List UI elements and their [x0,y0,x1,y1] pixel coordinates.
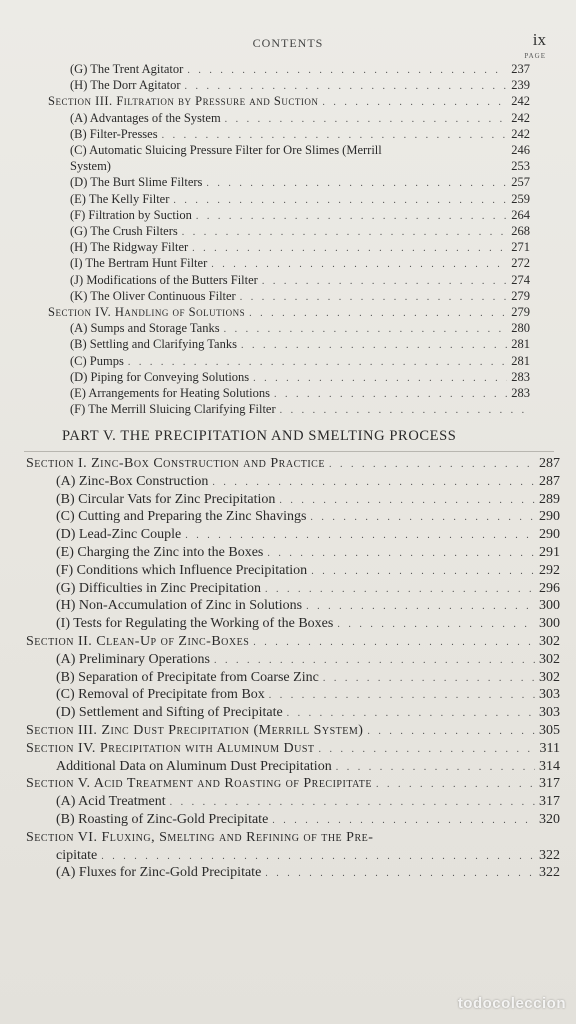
toc-entry-label: (B) Filter-Presses [70,126,158,141]
toc-row [56,527,560,545]
toc-entry-label: (E) Charging the Zinc into the Boxes [56,545,264,560]
leader-dots [241,340,507,351]
toc-entry-label: (A) Acid Treatment [56,794,166,810]
leader-dots [162,130,508,141]
toc-page-number: 283 [511,369,530,384]
leader-dots [128,357,507,368]
toc-page-number: 281 [511,337,530,352]
toc-page-number: 289 [539,491,560,507]
toc-entry-label: (B) Circular Vats for Zinc Precipitation [56,491,276,507]
leader-dots [319,744,536,755]
leader-dots [367,726,535,737]
toc-page-number: 268 [511,224,530,238]
leader-dots [337,619,535,630]
leader-dots [272,815,535,826]
toc-page-number: 300 [539,616,560,632]
toc-entry-label: (C) Removal of Precipitate from Box [56,687,265,703]
toc-row [56,794,560,812]
toc-page-number: 311 [539,740,560,756]
part-rule [24,451,554,452]
toc-section-label [26,723,363,739]
toc-page-number: 287 [539,456,560,471]
leader-dots [280,405,526,416]
toc-row [26,634,560,652]
toc-section-label [48,94,318,109]
toc-page-number: 264 [511,207,530,222]
part-heading: PART V. THE PRECIPITATION AND SMELTING PROCESS [62,428,457,444]
toc-row [56,581,560,599]
toc-entry-label: (H) The Ridgway Filter [70,240,189,255]
header-title: CONTENTS [252,36,324,50]
toc-entry-label: (B) Settling and Clarifying Tanks [70,337,237,352]
leader-dots [322,97,507,108]
leader-dots [206,178,507,189]
toc-section-label [26,634,249,650]
toc-page-number: 292 [539,562,560,578]
leader-dots [212,477,535,488]
toc-page-number: 302 [539,651,560,667]
toc-entry-label: (K) The Oliver Continuous Filter [70,288,236,303]
leader-dots [211,259,507,270]
toc-page-number: 246 [511,143,530,157]
leader-dots [336,762,535,773]
toc-page-number: 296 [539,580,560,596]
toc-section-label [26,456,325,472]
toc-entry-label: (A) Advantages of the System [70,110,221,125]
toc-page-number: 300 [539,598,560,614]
section-number: Section IV. [26,740,100,756]
section-title: Precipitation with Aluminum Dust [99,740,315,756]
toc-page-number: 274 [511,272,530,287]
toc-page-number: 322 [539,865,560,881]
watermark-logo: todocoleccion [457,995,566,1012]
section-title: Fluxing, Smelting and Refining of the Pre- [101,829,374,845]
toc-page-number: 257 [511,175,530,190]
toc-entry-label: cipitate [56,847,98,863]
toc-page-number: 279 [511,288,530,303]
toc-row [56,598,560,616]
leader-dots [262,276,507,287]
toc-page-number: 279 [511,305,530,319]
leader-dots [224,324,508,335]
toc-page-number: 281 [511,353,530,368]
toc-row [56,670,560,688]
toc-entry-label: (B) Separation of Precipitate from Coarse Zinc [56,669,319,685]
toc-page-number: 305 [539,723,560,738]
section-title: Zinc Dust Precipitation (Merrill System) [101,723,364,738]
toc-entry-label: (D) Piping for Conveying Solutions [70,369,250,384]
leader-dots [249,308,507,319]
toc-page-number: 253 [511,159,530,174]
leader-dots [287,708,535,719]
toc-entry-label: (C) Automatic Sluicing Pressure Filter for Ore Slimes (Merrill [70,143,382,157]
toc-page-number: 259 [511,191,530,206]
toc-entry-label: (F) The Merrill Sluicing Clarifying Filter [70,402,276,417]
leader-dots [376,779,535,790]
leader-dots [310,512,535,523]
toc-page-number: 303 [539,705,560,721]
section-number: Section IV. [48,305,115,319]
toc-entry-label: (E) Arrangements for Heating Solutions [70,386,270,400]
toc-page-number: 272 [511,256,530,271]
leader-dots [265,868,535,879]
leader-dots [214,655,535,666]
section-title: Filtration by Pressure and Suction [116,94,319,109]
toc-page-number: 302 [539,669,560,685]
toc-entry-label: (F) Conditions which Influence Precipitation [56,562,308,578]
toc-row [70,402,530,420]
section-number: Section VI. [26,829,102,845]
toc-entry-label: (B) Roasting of Zinc-Gold Precipitate [56,812,269,827]
toc-page-number: 317 [539,776,560,792]
toc-page-number: 290 [539,527,560,543]
leader-dots [253,637,535,648]
leader-dots [267,548,535,559]
toc-row [26,723,560,741]
section-number: Section I. [26,456,92,471]
leader-dots [265,584,535,595]
toc-entry-label: (E) The Kelly Filter [70,191,170,206]
toc-page-number: 237 [511,62,530,76]
toc-page-number: 242 [511,94,530,109]
toc-entry-label: (H) The Dorr Agitator [70,78,181,93]
toc-section-label [26,741,315,757]
leader-dots [196,211,507,222]
toc-page-number: 303 [539,687,560,703]
toc-row [56,563,560,581]
toc-entry-label: (C) Pumps [70,353,124,368]
toc-row [56,474,560,492]
section-number: Section III. [26,723,102,738]
toc-entry-label: (G) The Trent Agitator [70,62,184,76]
toc-entry-label: Additional Data on Aluminum Dust Precipitation [56,758,332,774]
toc-entry-label: (G) The Crush Filters [70,224,178,238]
leader-dots [185,530,535,541]
leader-dots [101,851,535,862]
toc-entry-label: (H) Non-Accumulation of Zinc in Solutions [56,598,303,614]
toc-row [56,705,560,723]
leader-dots [274,389,507,400]
toc-entry-label: (A) Fluxes for Zinc-Gold Precipitate [56,865,262,881]
leader-dots [187,65,507,76]
toc-page-number: 320 [539,812,560,827]
toc-page-number: 302 [539,634,560,649]
section-title: Clean-Up of Zinc-Boxes [96,634,250,649]
toc-entry-label: (A) Preliminary Operations [56,651,210,667]
leader-dots [279,495,535,506]
leader-dots [323,673,535,684]
toc-page-number: 314 [539,758,560,774]
leader-dots [253,373,507,384]
section-title: Acid Treatment and Roasting of Precipitate [93,776,372,792]
toc-entry-label: (A) Zinc-Box Construction [56,473,209,489]
toc-entry-label: (D) Settlement and Sifting of Precipitate [56,705,283,721]
toc-page-number: 317 [539,794,560,810]
leader-dots [170,797,535,808]
section-number: Section III. [48,94,117,109]
toc-entry-label: (J) Modifications of the Butters Filter [70,272,258,287]
toc-page-number: 271 [511,240,530,255]
leader-dots [192,243,507,254]
toc-page-number: 290 [539,509,560,525]
toc-page-number: 322 [539,847,560,863]
toc-row [56,687,560,705]
toc-row [56,759,560,777]
toc-row [56,865,560,883]
toc-entry-label: (I) Tests for Regulating the Working of the Boxes [56,616,334,632]
toc-entry-label: (D) Lead-Zinc Couple [56,527,182,543]
toc-page-number: 280 [511,321,530,336]
leader-dots [182,227,508,238]
toc-page-number: 242 [511,126,530,141]
toc-row [56,812,560,830]
leader-dots [311,566,535,577]
toc-section-label [26,776,372,792]
leader-dots [173,195,507,206]
toc-row [56,848,560,866]
toc-section-label [26,830,373,846]
section-number: Section V. [26,776,94,792]
toc-entry-label: (G) Difficulties in Zinc Precipitation [56,580,262,596]
toc-row [26,776,560,794]
toc-entry-label: System) [70,159,111,174]
leader-dots [185,81,508,92]
header-page-numeral: ix [532,30,546,49]
leader-dots [269,690,535,701]
section-title: Zinc-Box Construction and Practice [91,456,325,471]
toc-row [56,492,560,510]
toc-page-number: 239 [511,78,530,93]
toc-entry-label: (D) The Burt Slime Filters [70,175,203,190]
toc-entry-label: (A) Sumps and Storage Tanks [70,321,220,336]
toc-page-number: 242 [511,110,530,125]
header-page-label: PAGE [524,52,546,60]
toc-page-number: 283 [511,386,530,400]
toc-row [26,741,560,759]
page-header [0,30,576,60]
section-number: Section II. [26,634,97,649]
toc-page-number: 287 [539,473,560,489]
toc-row [56,652,560,670]
toc-section-label [48,305,245,320]
toc-row [56,509,560,527]
toc-row [26,830,560,848]
toc-row [26,456,560,474]
section-title: Handling of Solutions [114,305,246,319]
leader-dots [225,114,508,125]
toc-entry-label: (I) The Bertram Hunt Filter [70,256,208,271]
leader-dots [306,601,535,612]
toc-entry-label: (F) Filtration by Suction [70,207,192,222]
toc-row [56,545,560,563]
leader-dots [240,292,508,303]
toc-row [56,616,560,634]
leader-dots [329,459,535,470]
toc-entry-label: (C) Cutting and Preparing the Zinc Shavings [56,509,307,525]
toc-page-number: 291 [539,545,560,560]
